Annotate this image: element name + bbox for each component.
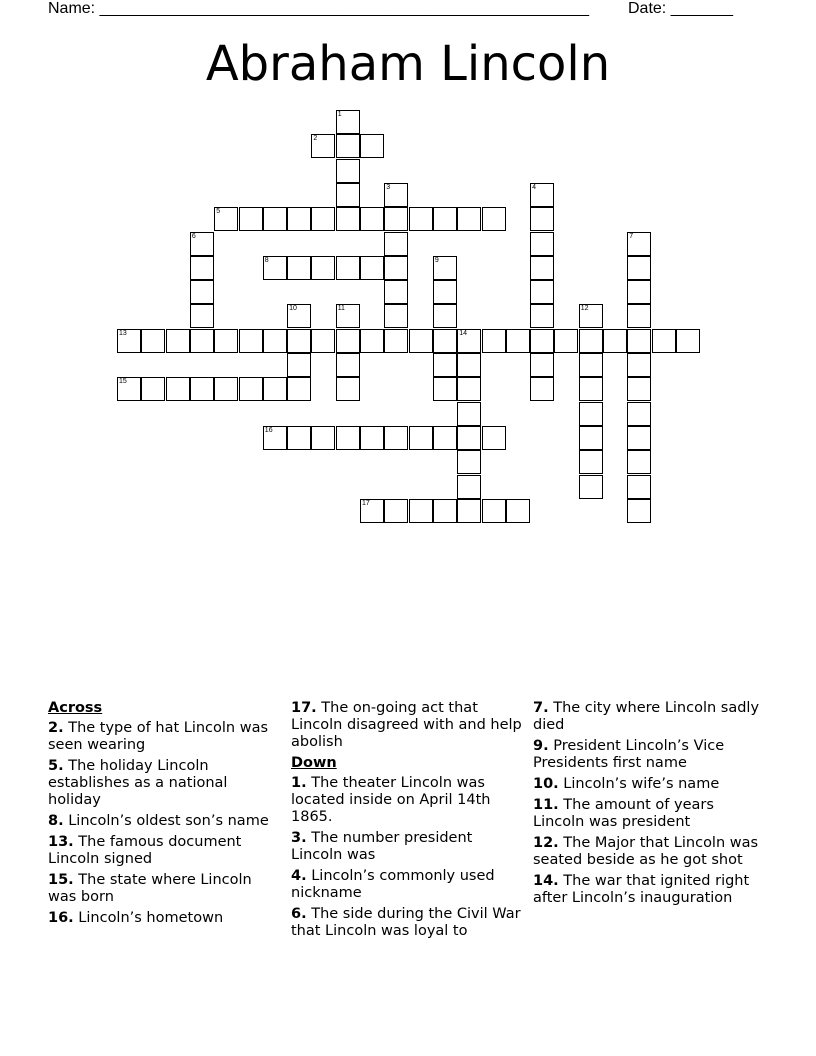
clue-across-2 bbox=[48, 720, 280, 754]
clue-text: The type of hat Lincoln was seen wearing bbox=[48, 720, 269, 753]
clue-number: 5. bbox=[48, 758, 64, 774]
grid-cell[interactable] bbox=[336, 134, 360, 158]
grid-cell[interactable] bbox=[457, 353, 481, 377]
clue-text: The war that ignited right after Lincoln’s inauguration bbox=[533, 873, 750, 906]
grid-cell[interactable] bbox=[530, 353, 554, 377]
clue-number-label: 17 bbox=[362, 499, 370, 507]
grid-cell[interactable] bbox=[336, 304, 360, 328]
grid-cell[interactable] bbox=[482, 426, 506, 450]
clue-across-17 bbox=[291, 700, 523, 751]
clue-number-label: 16 bbox=[264, 426, 273, 434]
grid-cell[interactable] bbox=[457, 402, 481, 426]
clue-text: The theater Lincoln was located inside on April 14th 1865. bbox=[291, 775, 491, 825]
clue-text: The Major that Lincoln was seated beside as he got shot bbox=[533, 835, 759, 868]
grid-cell[interactable] bbox=[627, 304, 651, 328]
grid-cell[interactable] bbox=[482, 207, 506, 231]
grid-cell[interactable] bbox=[336, 256, 360, 280]
grid-cell[interactable] bbox=[287, 353, 311, 377]
grid-cell[interactable] bbox=[384, 256, 408, 280]
clue-number-label: 2 bbox=[313, 135, 318, 143]
clue-number-label: 6 bbox=[191, 232, 196, 240]
grid-cell[interactable] bbox=[579, 475, 603, 499]
grid-cell[interactable] bbox=[287, 426, 311, 450]
grid-cell[interactable] bbox=[627, 475, 651, 499]
grid-cell[interactable] bbox=[409, 426, 433, 450]
clue-number: 2. bbox=[48, 720, 64, 736]
clue-text: The famous document Lincoln signed bbox=[48, 834, 242, 867]
grid-cell[interactable] bbox=[384, 426, 408, 450]
clue-down-1 bbox=[291, 775, 523, 826]
clue-number: 8. bbox=[48, 813, 64, 829]
grid-cell[interactable] bbox=[263, 329, 287, 353]
grid-cell[interactable] bbox=[384, 183, 408, 207]
grid-cell[interactable] bbox=[384, 207, 408, 231]
clue-across-15 bbox=[48, 872, 280, 906]
grid-cell[interactable] bbox=[287, 377, 311, 401]
clue-across-16 bbox=[48, 910, 280, 927]
grid-cell[interactable] bbox=[311, 329, 335, 353]
grid-cell[interactable] bbox=[530, 304, 554, 328]
grid-cell[interactable] bbox=[530, 377, 554, 401]
grid-cell[interactable] bbox=[360, 256, 384, 280]
clue-text: The amount of years Lincoln was president bbox=[533, 797, 714, 830]
grid-cell[interactable] bbox=[433, 280, 457, 304]
grid-cell[interactable] bbox=[141, 329, 165, 353]
clue-down-11 bbox=[533, 797, 765, 831]
clue-number: 16. bbox=[48, 910, 74, 926]
grid-cell[interactable] bbox=[457, 450, 481, 474]
clue-text: The city where Lincoln sadly died bbox=[533, 700, 760, 733]
grid-cell[interactable] bbox=[433, 304, 457, 328]
clue-text: The holiday Lincoln establishes as a national holiday bbox=[48, 758, 228, 808]
grid-cell[interactable] bbox=[360, 207, 384, 231]
grid-cell[interactable] bbox=[457, 207, 481, 231]
grid-cell[interactable] bbox=[384, 499, 408, 523]
grid-cell[interactable] bbox=[190, 329, 214, 353]
clue-text: The state where Lincoln was born bbox=[48, 872, 252, 905]
grid-cell[interactable] bbox=[287, 256, 311, 280]
clue-number-label: 10 bbox=[289, 305, 297, 313]
grid-cell[interactable] bbox=[360, 426, 384, 450]
grid-cell[interactable] bbox=[652, 329, 676, 353]
clue-down-3 bbox=[291, 830, 523, 864]
grid-cell[interactable] bbox=[214, 207, 238, 231]
clue-across-5 bbox=[48, 758, 280, 809]
grid-cell[interactable] bbox=[457, 475, 481, 499]
grid-cell[interactable] bbox=[311, 426, 335, 450]
grid-cell[interactable] bbox=[627, 232, 651, 256]
clue-number-label: 13 bbox=[119, 329, 127, 337]
clue-text: The number president Lincoln was bbox=[291, 830, 473, 863]
clue-text: The side during the Civil War that Lincoln was loyal to bbox=[291, 906, 521, 939]
clue-number-label: 8 bbox=[264, 256, 269, 264]
date-field[interactable]: Date: _______ bbox=[628, 0, 733, 17]
grid-cell[interactable] bbox=[409, 207, 433, 231]
grid-cell[interactable] bbox=[530, 232, 554, 256]
grid-cell[interactable] bbox=[190, 232, 214, 256]
grid-cell[interactable] bbox=[190, 280, 214, 304]
grid-cell[interactable] bbox=[117, 377, 141, 401]
grid-cell[interactable] bbox=[336, 183, 360, 207]
grid-cell[interactable] bbox=[141, 377, 165, 401]
grid-cell[interactable] bbox=[336, 377, 360, 401]
grid-cell[interactable] bbox=[336, 329, 360, 353]
clue-down-12 bbox=[533, 835, 765, 869]
clue-number: 9. bbox=[533, 738, 549, 754]
clue-number: 10. bbox=[533, 776, 559, 792]
clue-across-13 bbox=[48, 834, 280, 868]
clue-number-label: 15 bbox=[119, 378, 127, 386]
grid-cell[interactable] bbox=[311, 134, 335, 158]
grid-cell[interactable] bbox=[263, 426, 287, 450]
grid-cell[interactable] bbox=[263, 207, 287, 231]
clue-across-8 bbox=[48, 813, 280, 830]
grid-cell[interactable] bbox=[409, 499, 433, 523]
grid-cell[interactable] bbox=[554, 329, 578, 353]
clue-text: Lincoln’s wife’s name bbox=[563, 776, 720, 792]
grid-cell[interactable] bbox=[457, 426, 481, 450]
grid-cell[interactable] bbox=[433, 353, 457, 377]
grid-cell[interactable] bbox=[287, 329, 311, 353]
clue-number: 4. bbox=[291, 868, 307, 884]
grid-cell[interactable] bbox=[482, 329, 506, 353]
grid-cell[interactable] bbox=[433, 329, 457, 353]
grid-cell[interactable] bbox=[239, 329, 263, 353]
clue-text: Lincoln’s hometown bbox=[78, 910, 224, 926]
grid-cell[interactable] bbox=[627, 377, 651, 401]
grid-cell[interactable] bbox=[311, 207, 335, 231]
grid-cell[interactable] bbox=[384, 304, 408, 328]
grid-cell[interactable] bbox=[506, 329, 530, 353]
grid-cell[interactable] bbox=[579, 402, 603, 426]
clues-column-2 bbox=[291, 700, 523, 944]
clue-number: 3. bbox=[291, 830, 307, 846]
grid-cell[interactable] bbox=[214, 329, 238, 353]
across-heading: Across bbox=[48, 700, 103, 716]
clue-number-label: 1 bbox=[337, 111, 342, 118]
grid-cell[interactable] bbox=[579, 304, 603, 328]
grid-cell[interactable] bbox=[214, 377, 238, 401]
clue-text: President Lincoln’s Vice Presidents first name bbox=[533, 738, 725, 771]
grid-cell[interactable] bbox=[579, 450, 603, 474]
grid-cell[interactable] bbox=[263, 377, 287, 401]
grid-cell[interactable] bbox=[627, 499, 651, 523]
down-heading: Down bbox=[291, 755, 337, 771]
grid-cell[interactable] bbox=[287, 207, 311, 231]
clue-down-4 bbox=[291, 868, 523, 902]
grid-cell[interactable] bbox=[336, 353, 360, 377]
clue-number-label: 14 bbox=[459, 329, 467, 337]
grid-cell[interactable] bbox=[457, 377, 481, 401]
grid-cell[interactable] bbox=[579, 353, 603, 377]
clue-number: 12. bbox=[533, 835, 559, 851]
grid-cell[interactable] bbox=[627, 426, 651, 450]
grid-cell[interactable] bbox=[166, 377, 190, 401]
grid-cell[interactable] bbox=[627, 450, 651, 474]
grid-cell[interactable] bbox=[433, 499, 457, 523]
grid-cell[interactable] bbox=[579, 426, 603, 450]
grid-cell[interactable] bbox=[384, 232, 408, 256]
grid-cell[interactable] bbox=[579, 377, 603, 401]
grid-cell[interactable] bbox=[579, 329, 603, 353]
clue-number-label: 4 bbox=[532, 183, 536, 191]
grid-cell[interactable] bbox=[190, 304, 214, 328]
clue-down-6 bbox=[291, 906, 523, 940]
grid-cell[interactable] bbox=[190, 256, 214, 280]
grid-cell[interactable] bbox=[336, 110, 360, 134]
clue-down-14 bbox=[533, 873, 765, 907]
name-field[interactable]: Name: _______________________________________________________ bbox=[48, 0, 589, 17]
clue-number-label: 3 bbox=[386, 183, 391, 191]
clue-number: 14. bbox=[533, 873, 559, 889]
grid-cell[interactable] bbox=[360, 499, 384, 523]
grid-cell[interactable] bbox=[627, 256, 651, 280]
grid-cell[interactable] bbox=[433, 377, 457, 401]
grid-cell[interactable] bbox=[360, 134, 384, 158]
grid-cell[interactable] bbox=[627, 402, 651, 426]
clues-column-3 bbox=[533, 700, 765, 911]
clue-text: Lincoln’s commonly used nickname bbox=[291, 868, 495, 901]
clue-number: 1. bbox=[291, 775, 307, 791]
grid-cell[interactable] bbox=[433, 256, 457, 280]
clue-down-9 bbox=[533, 738, 765, 772]
clue-number-label: 11 bbox=[337, 305, 345, 313]
grid-cell[interactable] bbox=[627, 329, 651, 353]
grid-cell[interactable] bbox=[384, 329, 408, 353]
grid-cell[interactable] bbox=[530, 183, 554, 207]
grid-cell[interactable] bbox=[287, 304, 311, 328]
grid-cell[interactable] bbox=[676, 329, 700, 353]
clue-number: 6. bbox=[291, 906, 307, 922]
grid-cell[interactable] bbox=[336, 207, 360, 231]
clue-text: The on-going act that Lincoln disagreed with and help abolish bbox=[291, 700, 522, 750]
grid-cell[interactable] bbox=[506, 499, 530, 523]
grid-cell[interactable] bbox=[530, 329, 554, 353]
clue-number-label: 5 bbox=[216, 208, 221, 216]
clue-number-label: 7 bbox=[629, 232, 634, 240]
clue-down-10 bbox=[533, 776, 765, 793]
grid-cell[interactable] bbox=[239, 207, 263, 231]
clue-number: 11. bbox=[533, 797, 559, 813]
clue-number-label: 9 bbox=[434, 256, 439, 264]
grid-cell[interactable] bbox=[530, 256, 554, 280]
grid-cell[interactable] bbox=[336, 159, 360, 183]
grid-cell[interactable] bbox=[627, 353, 651, 377]
grid-cell[interactable] bbox=[409, 329, 433, 353]
grid-cell[interactable] bbox=[190, 377, 214, 401]
grid-cell[interactable] bbox=[263, 256, 287, 280]
clue-number: 7. bbox=[533, 700, 549, 716]
grid-cell[interactable] bbox=[336, 426, 360, 450]
clues-column-1 bbox=[48, 700, 280, 931]
grid-cell[interactable] bbox=[433, 426, 457, 450]
grid-cell[interactable] bbox=[117, 329, 141, 353]
grid-cell[interactable] bbox=[360, 329, 384, 353]
clue-number: 13. bbox=[48, 834, 74, 850]
grid-cell[interactable] bbox=[384, 280, 408, 304]
grid-cell[interactable] bbox=[457, 499, 481, 523]
grid-cell[interactable] bbox=[482, 499, 506, 523]
grid-cell[interactable] bbox=[603, 329, 627, 353]
grid-cell[interactable] bbox=[239, 377, 263, 401]
clue-text: Lincoln’s oldest son’s name bbox=[68, 813, 269, 829]
grid-cell[interactable] bbox=[530, 207, 554, 231]
clue-number: 17. bbox=[291, 700, 317, 716]
grid-cell[interactable] bbox=[433, 207, 457, 231]
grid-cell[interactable] bbox=[530, 280, 554, 304]
grid-cell[interactable] bbox=[311, 256, 335, 280]
clue-number-label: 12 bbox=[580, 305, 589, 313]
page-title: Abraham Lincoln bbox=[205, 36, 611, 92]
grid-cell[interactable] bbox=[166, 329, 190, 353]
grid-cell[interactable] bbox=[457, 329, 481, 353]
clue-number: 15. bbox=[48, 872, 74, 888]
grid-cell[interactable] bbox=[627, 280, 651, 304]
clue-down-7 bbox=[533, 700, 765, 734]
